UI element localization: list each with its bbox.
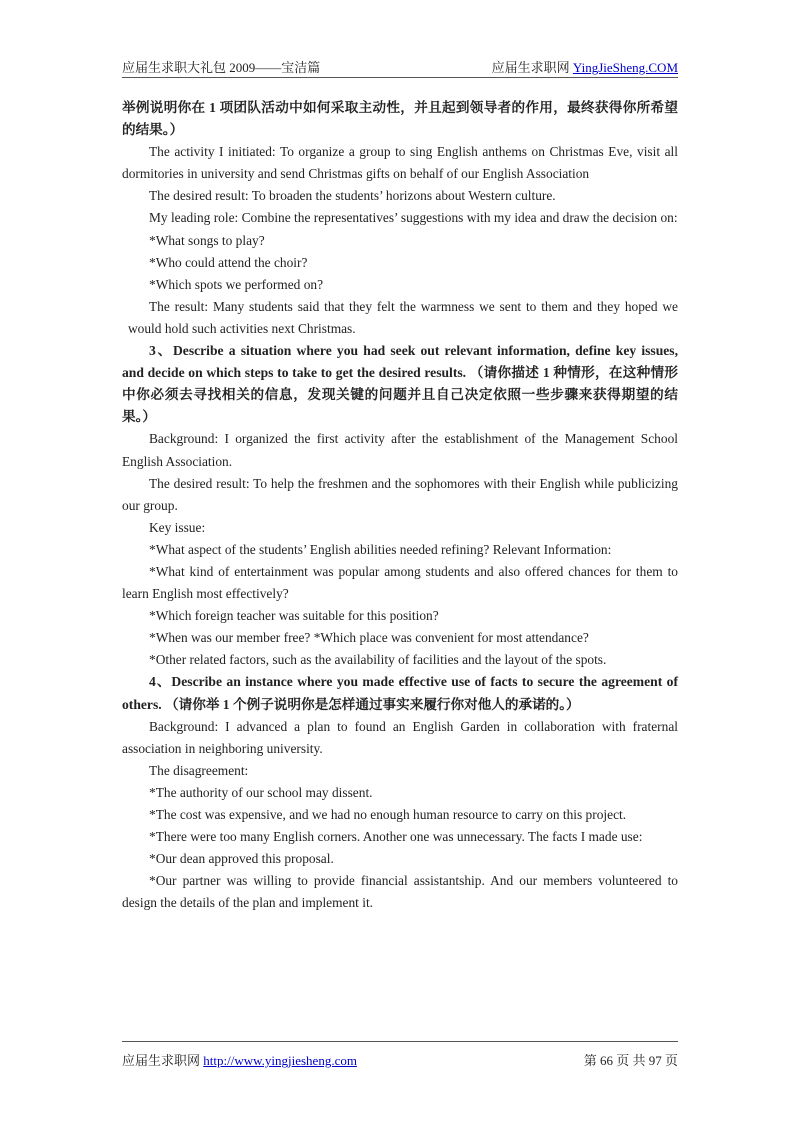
paragraph: Key issue: bbox=[149, 519, 206, 535]
paragraph: *Which spots we performed on? bbox=[149, 276, 324, 292]
paragraph: Background: I organized the first activity after the establishment of the Management School English Association. bbox=[122, 431, 678, 469]
page-footer bbox=[122, 1041, 678, 1066]
paragraph: *Other related factors, such as the availability of facilities and the layout of the spots. bbox=[149, 652, 607, 668]
paragraph: The desired result: To help the freshmen and the sophomores with their English while publicizing our group. bbox=[122, 475, 678, 513]
footer-site-link[interactable]: http://www.yingjiesheng.com bbox=[203, 1053, 357, 1068]
document-body bbox=[122, 97, 678, 914]
paragraph: The activity I initiated: To organize a group to sing English anthems on Christmas Eve, visit all dormitories in university and send Christmas gifts on behalf of our English Association bbox=[122, 144, 678, 182]
header-title: 应届生求职大礼包 2009——宝洁篇 bbox=[122, 60, 321, 75]
footer-page-number: 第 66 页 共 97 页 bbox=[583, 1053, 678, 1068]
paragraph: *Our dean approved this proposal. bbox=[149, 851, 334, 867]
paragraph: *What songs to play? bbox=[149, 232, 265, 248]
paragraph: *Our partner was willing to provide financial assistantship. And our members volunteered to design the details of the plan and implement it. bbox=[122, 873, 678, 911]
paragraph: The desired result: To broaden the students’ horizons about Western culture. bbox=[149, 188, 556, 204]
header-site-label: 应届生求职网 bbox=[491, 60, 573, 75]
paragraph: *Who could attend the choir? bbox=[149, 254, 308, 270]
paragraph: *When was our member free? *Which place was convenient for most attendance? bbox=[149, 630, 589, 646]
paragraph: *The authority of our school may dissent. bbox=[149, 784, 373, 800]
paragraph: Background: I advanced a plan to found an English Garden in collaboration with fraternal association in neighboring university. bbox=[122, 718, 678, 756]
header-site bbox=[492, 57, 678, 76]
paragraph: *What kind of entertainment was popular among students and also offered chances for them to learn English most effectively? bbox=[122, 563, 678, 602]
paragraph: *Which foreign teacher was suitable for this position? bbox=[149, 608, 439, 624]
section-heading: 4、Describe an instance where you made effective use of facts to secure the agreement of others. （请你举 1 个例子说明你是怎样通过事实来履行你对他人的承诺的。） bbox=[122, 674, 678, 712]
paragraph: The disagreement: bbox=[149, 762, 249, 778]
footer-site-label: 应届生求职网 bbox=[122, 1053, 204, 1068]
paragraph: *What aspect of the students’ English abilities needed refining? Relevant Information: bbox=[149, 541, 612, 557]
paragraph: *The cost was expensive, and we had no enough human resource to carry on this project. bbox=[149, 807, 627, 822]
section-heading: 举例说明你在 1 项团队活动中如何采取主动性，并且起到领导者的作用，最终获得你所希望的结果。） bbox=[122, 100, 678, 138]
page-header bbox=[122, 57, 678, 78]
paragraph: *There were too many English corners. Another one was unnecessary. The facts I made use: bbox=[149, 829, 643, 845]
section-heading: 3、Describe a situation where you had seek out relevant information, define key issues, and decide on which steps to take to get the desired results. （请你描述 1 种情形，在这种情形中你必须去寻找相关的信息，发现关键的问题并且自己决定依照一些步骤来获得期望的结果。） bbox=[122, 343, 678, 425]
paragraph: My leading role: Combine the representatives’ suggestions with my idea and draw the decision on: bbox=[149, 210, 678, 226]
header-site-link[interactable]: YingJieSheng.COM bbox=[572, 60, 678, 75]
footer-site bbox=[122, 1050, 357, 1069]
paragraph: The result: Many students said that they felt the warmness we sent to them and they hoped we would hold such activities next Christmas. bbox=[128, 298, 678, 336]
